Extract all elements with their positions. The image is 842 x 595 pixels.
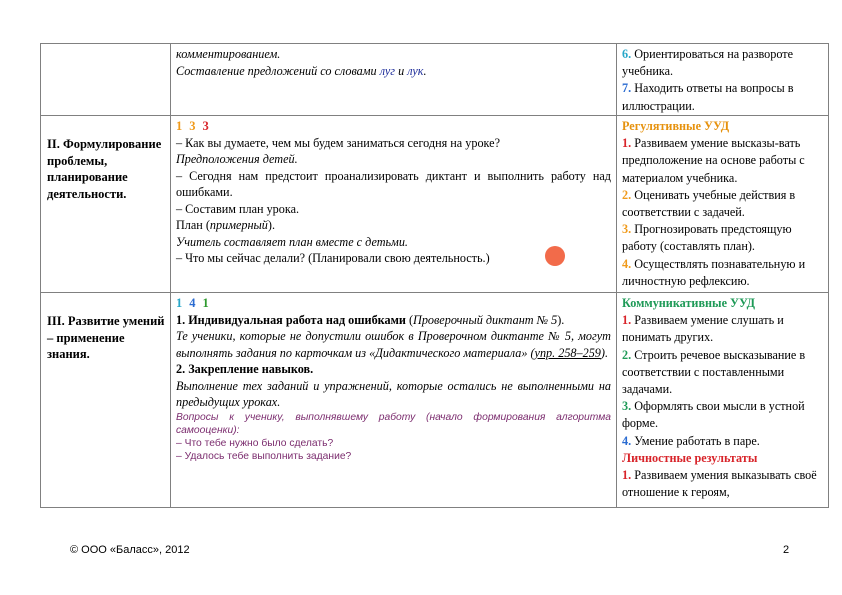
activity-text: Предположения детей. — [176, 152, 298, 166]
uud-header: Коммуникативные УУД — [622, 296, 756, 310]
stage-title: III. Развитие умений – применение знания. — [47, 314, 165, 361]
question-text: – Как вы думаете, чем мы будем заниматься сегодня на уроке? — [176, 135, 500, 150]
activity-text: Учитель составляет план вместе с детьми. — [176, 234, 408, 249]
uud-item: 7. Находить ответы на вопросы в иллюстрации. — [622, 81, 794, 113]
slide-numbers: 1 4 1 — [176, 296, 209, 310]
uud-item: 3. Оформлять свои мысли в устной форме. — [622, 399, 805, 431]
activity-text: Те ученики, которые не допустили ошибок в Проверочном диктанте № 5, могут выполнять задания по карточкам из «Дидактического материала» (упр. 258–259). — [176, 329, 611, 360]
activity-cell — [171, 116, 617, 293]
question-text: – Что мы сейчас делали? (Планировали свою деятельность.) — [176, 251, 490, 265]
page-number: 2 — [783, 544, 790, 556]
note-text: – Что тебе нужно было сделать? — [176, 437, 334, 449]
uud-cell — [617, 293, 829, 508]
table-row — [41, 293, 829, 508]
stage-title: II. Формулирование проблемы, планирование деятельности. — [47, 137, 162, 201]
uud-cell — [617, 44, 829, 116]
question-text: – Сегодня нам предстоит проанализировать диктант и выполнить работу над ошибками. — [176, 168, 611, 199]
stage-cell — [41, 116, 171, 293]
uud-item: 2. Оценивать учебные действия в соответствии с задачей. — [622, 187, 796, 220]
table-row — [41, 116, 829, 293]
activity-text: Составление предложений со словами луг и лук. — [176, 63, 427, 78]
stage-cell — [41, 293, 171, 508]
uud-header: Личностные результаты — [622, 450, 758, 465]
uud-item: 4. Осуществлять познавательную и личностную рефлексию. — [622, 256, 806, 288]
recording-dot — [545, 246, 565, 266]
activity-text: комментированием. — [176, 47, 281, 61]
activity-cell — [171, 44, 617, 116]
uud-header: Регулятивные УУД — [622, 119, 730, 133]
task-title: 2. Закрепление навыков. — [176, 362, 314, 376]
uud-item: 6. Ориентироваться на развороте учебника. — [622, 47, 794, 79]
lesson-table — [40, 43, 829, 508]
stage-cell-empty — [41, 44, 171, 116]
uud-item: 3. Прогнозировать предстоящую работу (составлять план). — [622, 222, 792, 254]
note-text: – Удалось тебе выполнить задание? — [176, 450, 352, 462]
uud-item: 4. Умение работать в паре. — [622, 433, 760, 448]
plan-text: План (примерный). — [176, 218, 275, 232]
uud-item: 1. Развиваем умение слушать и понимать других. — [622, 313, 784, 345]
task-title: 1. Индивидуальная работа над ошибками (Проверочный диктант № 5). — [176, 312, 565, 327]
note-text: Вопросы к ученику, выполнявшему работу (начало формирования алгоритма самооценки): — [176, 411, 611, 436]
activity-cell — [171, 293, 617, 508]
activity-text: Выполнение тех заданий и упражнений, которые остались не выполненными на предыдущих уроках. — [176, 378, 611, 409]
table-row — [41, 44, 829, 116]
uud-item: 1. Развиваем умения выказывать своё отношение к героям, — [622, 468, 817, 500]
slide-numbers: 1 3 3 — [176, 119, 209, 133]
question-text: – Составим план урока. — [176, 201, 300, 216]
uud-item: 2. Строить речевое высказывание в соответствии с поставленными задачами. — [622, 347, 806, 397]
footer-copyright: © ООО «Баласс», 2012 — [70, 544, 190, 556]
uud-item: 1. Развиваем умение высказы-вать предположение на основе работы с материалом учебника. — [622, 136, 805, 185]
uud-cell — [617, 116, 829, 293]
